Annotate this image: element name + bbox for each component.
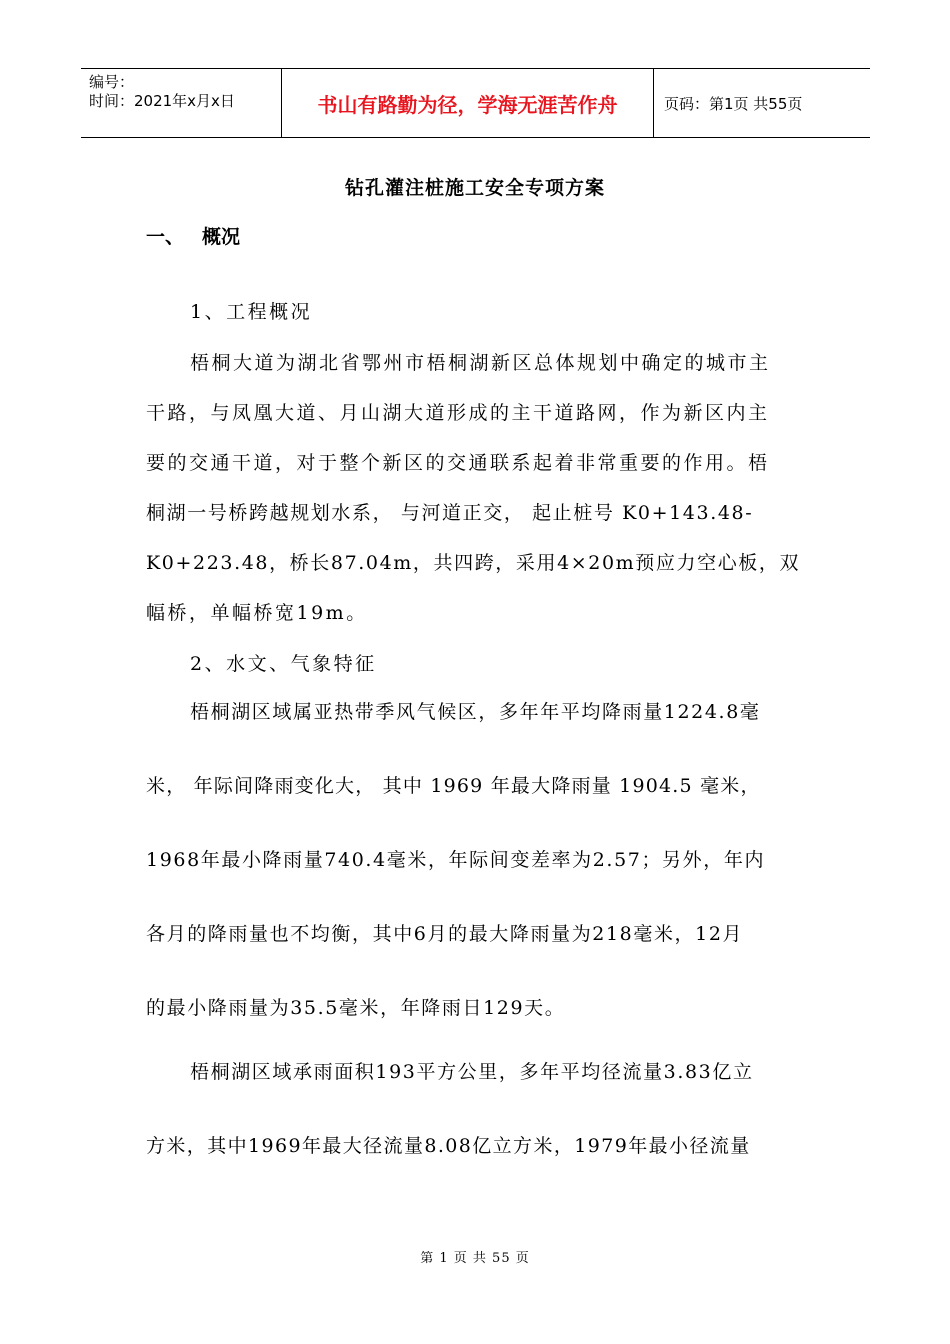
page-footer: 第 1 页 共 55 页 (420, 1251, 530, 1266)
section-heading (146, 222, 240, 249)
number-label: 编号： (89, 73, 135, 91)
time-label: 时间：2021年x月x日 (89, 92, 235, 110)
paragraph-line: 的最小降雨量为35.5毫米，年降雨日129天。 (146, 997, 566, 1019)
paragraph-line: 米， 年际间降雨变化大， 其中 1969 年最大降雨量 1904.5 毫米， (146, 775, 761, 797)
paragraph-line: 梧桐湖区域属亚热带季风气候区，多年年平均降雨量1224.8毫 (190, 701, 761, 723)
paragraph-line: 1968年最小降雨量740.4毫米，年际间变差率为2.57；另外，年内 (146, 849, 766, 871)
paragraph-line: 幅桥，单幅桥宽19m。 (146, 602, 368, 624)
header-table (81, 68, 870, 138)
subsection-heading: 2、水文、气象特征 (190, 653, 377, 675)
subsection-heading: 1、工程概况 (190, 301, 313, 323)
paragraph-line: 桐湖一号桥跨越规划水系， 与河道正交， 起止桩号 K0+143.48- (146, 502, 754, 524)
document-title: 钻孔灌注桩施工安全专项方案 (344, 177, 605, 199)
header-meta-cell (81, 69, 282, 137)
section-number: 一、 (146, 226, 185, 248)
section-title: 概况 (202, 226, 241, 248)
paragraph-line: K0+223.48，桥长87.04m，共四跨，采用4×20m预应力空心板，双 (146, 552, 801, 574)
motto: 书山有路勤为径，学海无涯苦作舟 (282, 69, 654, 137)
paragraph-line: 干路，与凤凰大道、月山湖大道形成的主干道路网，作为新区内主 (146, 402, 770, 424)
paragraph-line: 梧桐湖区域承雨面积193平方公里，多年平均径流量3.83亿立 (190, 1061, 754, 1083)
paragraph-line: 方米，其中1969年最大径流量8.08亿立方米，1979年最小径流量 (146, 1135, 751, 1157)
paragraph-line: 要的交通干道，对于整个新区的交通联系起着非常重要的作用。梧 (146, 452, 770, 474)
paragraph-line: 各月的降雨量也不均衡，其中6月的最大降雨量为218毫米，12月 (146, 923, 744, 945)
paragraph-line: 梧桐大道为湖北省鄂州市梧桐湖新区总体规划中确定的城市主 (190, 352, 771, 374)
page-info: 页码：第1页 共55页 (664, 94, 803, 113)
